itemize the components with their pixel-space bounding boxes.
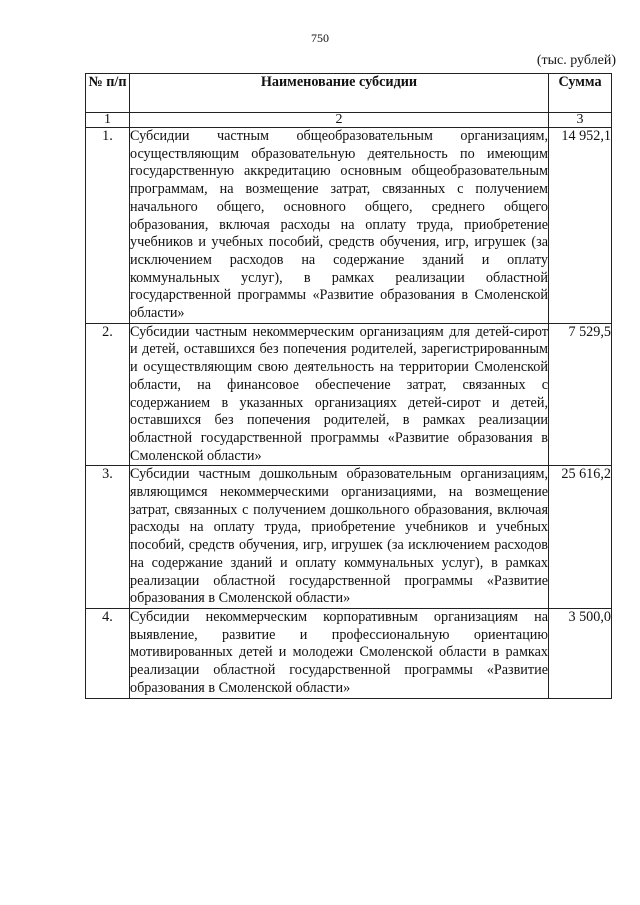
column-index: 3 (549, 113, 612, 128)
subsidy-sum: 7 529,5 (549, 323, 612, 466)
page-number: 750 (311, 31, 329, 45)
column-index: 1 (86, 113, 130, 128)
subsidy-name: Субсидии частным дошкольным образовательным организациям, являющимся некоммерческими организациями, на возмещение затрат, связанных с получением дошкольного образования, включая расходы на оплату труда, приобретение учебников и учебных пособий, средств обучения, игр, игрушек (за исключением расходов на содержание зданий и оплату коммунальных услуг), в рамках реализации областной государственной программы «Развитие образования в Смоленской области» (130, 466, 549, 609)
subsidy-name: Субсидии частным общеобразовательным организациям, осуществляющим образовательную деятельность по имеющим государственную аккредитацию основным общеобразовательным программам, на возмещение затрат, связанных с получением начального общего, основного общего, среднего общего образования, включая расходы на оплату труда, приобретение учебников и учебных пособий, средств обучения, игр, игрушек (за исключением расходов на содержание зданий и оплату коммунальных услуг), в рамках реализации областной государственной программы «Развитие образования в Смоленской области» (130, 128, 549, 324)
table-row (86, 128, 612, 324)
subsidies-table (85, 73, 612, 699)
subsidy-name: Субсидии некоммерческим корпоративным организациям на выявление, развитие и профессиональную ориентацию мотивированных детей и молодежи Смоленской области в рамках реализации областной государственной программы «Развитие образования в Смоленской области» (130, 608, 549, 698)
row-number: 1. (86, 128, 130, 324)
header-name: Наименование субсидии (130, 74, 549, 113)
column-index-row (86, 113, 612, 128)
header-number: № п/п (86, 74, 130, 113)
table-header-row (86, 74, 612, 113)
row-number: 3. (86, 466, 130, 609)
subsidy-sum: 14 952,1 (549, 128, 612, 324)
header-sum: Сумма (549, 74, 612, 113)
table-row (86, 323, 612, 466)
table-row (86, 608, 612, 698)
row-number: 2. (86, 323, 130, 466)
column-index: 2 (130, 113, 549, 128)
units-label: (тыс. рублей) (536, 53, 616, 68)
table-row (86, 466, 612, 609)
row-number: 4. (86, 608, 130, 698)
subsidy-sum: 25 616,2 (549, 466, 612, 609)
subsidy-sum: 3 500,0 (549, 608, 612, 698)
subsidy-name: Субсидии частным некоммерческим организациям для детей-сирот и детей, оставшихся без попечения родителей, зарегистрированным и осуществляющим свою деятельность на территории Смоленской области, на финансовое обеспечение затрат, связанных с содержанием в указанных организациях детей-сирот и детей, оставшихся без попечения родителей, в рамках реализации областной государственной программы «Развитие образования в Смоленской области» (130, 323, 549, 466)
